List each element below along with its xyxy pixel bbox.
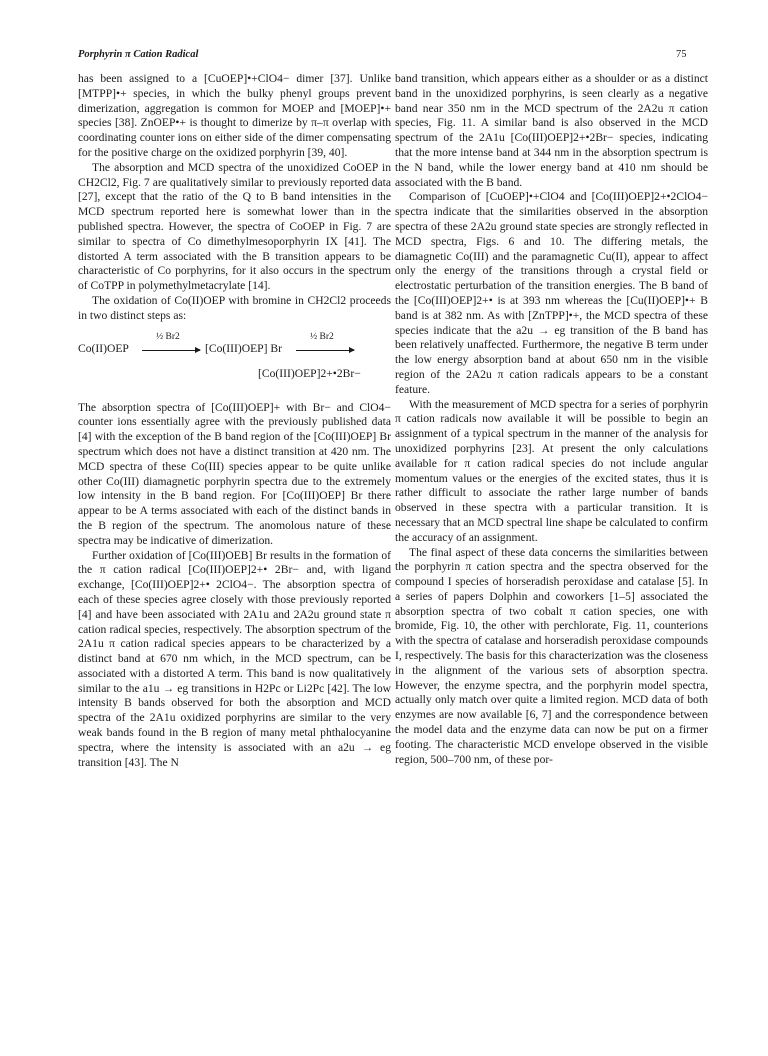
right-column	[395, 72, 708, 767]
reaction-arrow-1	[142, 350, 200, 351]
page-number: 75	[676, 49, 687, 60]
scheme-product: [Co(III)OEP]2+•2Br−	[258, 366, 361, 380]
paragraph: has been assigned to a [CuOEP]•+ClO4− dimer [37]. Unlike [MTPP]•+ species, in which the bulky phenyl groups prevent dimerization, aggregation is common for MOEP and [MOEP]•+ species [38]. ZnOEP•+ is thought to dimerize by π–π overlap with coordinating counter ions on either side of the dimer compensating for the positive charge on the oxidized porphyrin [39, 40].	[78, 72, 391, 159]
paragraph: The final aspect of these data concerns the similarities between the porphyrin π cation spectra and the spectra observed for the compound I species of horseradish peroxidase and catalase [5]. In a series of papers Dolphin and coworkers [1–5] associated the absorption spectra of two cobalt π cation species, one with bromide, Fig. 10, the other with perchlorate, Fig. 11, counterions with the spectra of catalase and horseradish peroxidase compounds I, respectively. The basis for this characterization was the closeness in the alignment of the various sets of absorption spectra. However, the enzyme spectra, and the porphyrin model spectra, actually only match over quite a limited region. MCD data of both enzymes are now available [6, 7] and the correspondence between the model data and the enzyme data can now be put on a firmer footing. The characteristic MCD envelope observed in the visible region, 500–700 nm, of these por-	[395, 545, 708, 766]
paragraph: With the measurement of MCD spectra for a series of porphyrin π cation radicals now available it will be possible to begin an assignment of a typical spectrum in the manner of the analysis for unoxidized porphyrins [23]. At present the only calculations available for π cation radical species do not include angular momentum values or the energies of the excited states, thus it is rather difficult to associate the rather large number of bands observed in these spectra with a particular transition. It is necessary that an MCD spectral line shape be calculated to confirm the accuracy of an assignment.	[395, 397, 708, 544]
running-title: Porphyrin π Cation Radical	[78, 49, 199, 60]
reaction-arrow-2	[296, 350, 354, 351]
left-column	[78, 72, 391, 770]
paragraph: Comparison of [CuOEP]•+ClO4 and [Co(III)OEP]2+•2ClO4− spectra indicate that the similarities observed in the absorption spectra of these 2A2u ground state species are strongly reflected in MCD spectra, Figs. 6 and 10. The differing metals, the diamagnetic Co(III) and the paramagnetic Cu(II), appear to affect only the energy of the transitions through a crystal field or electrostatic perturbation of the transition energies. The B band of the [Co(III)OEP]2+• is at 393 nm whereas the [Cu(II)OEP]•+ B band is at 382 nm. As with [ZnTPP]•+, the MCD spectra of these species indicate that the a2u → eg transition of the B band has been relatively unaffected. Furthermore, the negative B term under the low energy absorption band at about 650 nm in the visible region of the 2A2u π cation radicals appears to be a constant feature.	[395, 190, 708, 396]
scheme-reagent-1: ½ Br2	[156, 331, 180, 342]
paragraph: Further oxidation of [Co(III)OEB] Br results in the formation of the π cation radical [Co(III)OEP]2+• 2Br− and, with ligand exchange, [Co(III)OEP]2+• 2ClO4−. The absorption spectra of each of these species agree closely with those previously reported [4] and have been associated with 2A1u and 2A2u ground state π cation radical species, respectively. The absorption spectrum of the 2A1u π cation radical species appears to be characterized by a distinct band at 670 nm which, in the MCD spectrum, can be associated with a distorted A term. This band is now qualitatively similar to the a1u → eg transitions in H2Pc or Li2Pc [42]. The low intensity B bands observed for both the absorption and MCD spectra of the 2A1u oxidized porphyrins are similar to the very weak bands found in the B region of many metal phthalocyanine spectra, where the intensity is associated with an a2u → eg transition [43]. The N	[78, 548, 391, 769]
scheme-reactant: Co(II)OEP	[78, 341, 129, 355]
reaction-scheme	[78, 329, 391, 381]
scheme-reagent-2: ½ Br2	[310, 331, 334, 342]
paragraph: The absorption spectra of [Co(III)OEP]+ with Br− and ClO4− counter ions essentially agree with the previously published data [4] with the exception of the B band region of the [Co(III)OEP] Br spectrum which does not have a distinct transition at 420 nm. The MCD spectra of these Co(III) species appear to be quite unlike other Co(III) diamagnetic porphyrin spectra due to the extremely low intensity in the B band region. For [Co(III)OEP] Br there appear to be A terms associated with each of the distinct bands in the B region of the spectrum. The anomolous nature of these spectra may be indicative of dimerization.	[78, 400, 391, 547]
paragraph: band transition, which appears either as a shoulder or as a distinct band in the unoxidized porphyrins, is seen clearly as a negative band near 350 nm in the MCD spectrum of the 2A2u π cation species, Fig. 11. A similar band is also observed in the MCD spectrum of the 2A1u [Co(III)OEP]2+•2Br− species, indicating that the more intense band at 344 nm in the absorption spectrum is the N band, while the lower energy band at 410 nm should be associated with the B band.	[395, 72, 708, 189]
scheme-intermediate: [Co(III)OEP] Br	[205, 341, 282, 355]
paragraph: The oxidation of Co(II)OEP with bromine in CH2Cl2 proceeds in two distinct steps as:	[78, 293, 391, 322]
paragraph: The absorption and MCD spectra of the unoxidized CoOEP in CH2Cl2, Fig. 7 are qualitatively similar to previously reported data [27], except that the ratio of the Q to B band intensities in the MCD spectrum reported here is somewhat lower than in the published spectra. However, the spectra of CoOEP in Fig. 7 are similar to spectra of Co dimethylmesoporphyrin IX [41]. The distorted A term associated with the B transition appears to be characteristic of Co porphyrins, for it also occurs in the spectrum of CoTPP in polymethylmetacrylate [14].	[78, 160, 391, 293]
